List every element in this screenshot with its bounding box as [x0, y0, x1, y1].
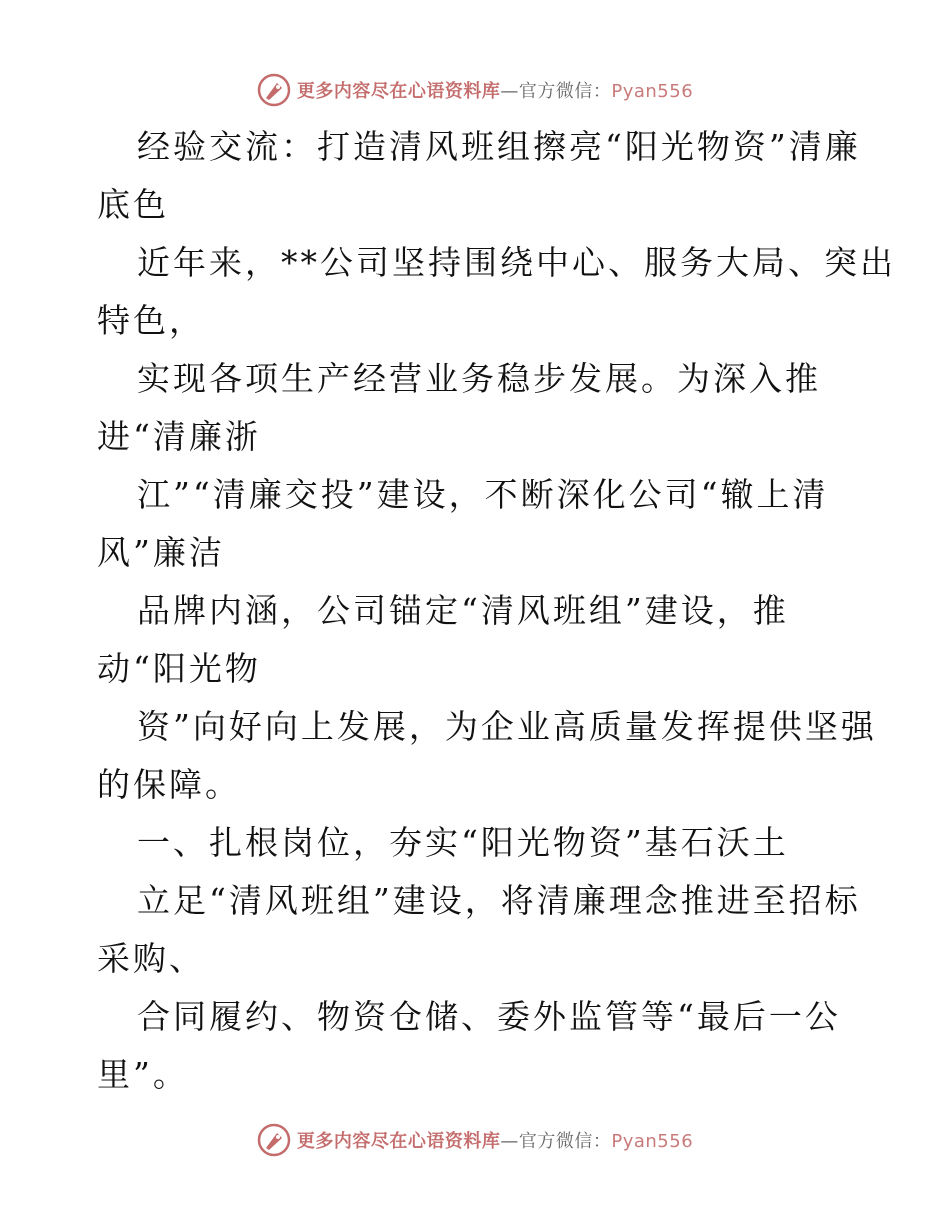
watermark-separator: —	[500, 81, 519, 102]
pen-nib-logo-icon	[257, 1123, 291, 1157]
watermark-wechat-id: Pyan556	[611, 1131, 694, 1152]
paragraph-line: 特色，	[97, 301, 205, 340]
watermark-separator: —	[500, 1131, 519, 1152]
document-title-line-1: 经验交流：打造清风班组擦亮“阳光物资”清廉	[137, 127, 861, 166]
paragraph-line: 合同履约、物资仓储、委外监管等“最后一公	[137, 997, 841, 1036]
paragraph-line: 动“阳光物	[97, 649, 261, 688]
document-body	[97, 118, 896, 1104]
paragraph-line: 江”“清廉交投”建设，不断深化公司“辙上清	[137, 475, 829, 514]
watermark-brand: 更多内容尽在心语资料库	[296, 1131, 501, 1152]
footer-watermark	[0, 1120, 950, 1160]
paragraph-line: 里”。	[97, 1055, 189, 1094]
paragraph-line: 风”廉洁	[97, 533, 225, 572]
paragraph-line: 立足“清风班组”建设，将清廉理念推进至招标	[137, 881, 861, 920]
paragraph-line: 实现各项生产经营业务稳步发展。为深入推	[137, 359, 821, 398]
pen-nib-logo-icon	[257, 73, 291, 107]
paragraph-line: 近年来，**公司坚持围绕中心、服务大局、突出	[137, 243, 896, 282]
paragraph-line: 品牌内涵，公司锚定“清风班组”建设，推	[137, 591, 789, 630]
header-watermark	[0, 70, 950, 110]
paragraph-line: 的保障。	[97, 765, 241, 804]
watermark-brand: 更多内容尽在心语资料库	[296, 81, 501, 102]
watermark-wechat-label: 官方微信：	[518, 81, 612, 102]
section-heading: 一、扎根岗位，夯实“阳光物资”基石沃土	[137, 823, 789, 862]
watermark-wechat-label: 官方微信：	[518, 1131, 612, 1152]
watermark-text	[297, 77, 693, 103]
watermark-wechat-id: Pyan556	[611, 81, 694, 102]
paragraph-line: 资”向好向上发展，为企业高质量发挥提供坚强	[137, 707, 877, 746]
watermark-text	[297, 1127, 693, 1153]
paragraph-line: 进“清廉浙	[97, 417, 261, 456]
document-title-line-2: 底色	[97, 185, 169, 224]
paragraph-line: 采购、	[97, 939, 205, 978]
